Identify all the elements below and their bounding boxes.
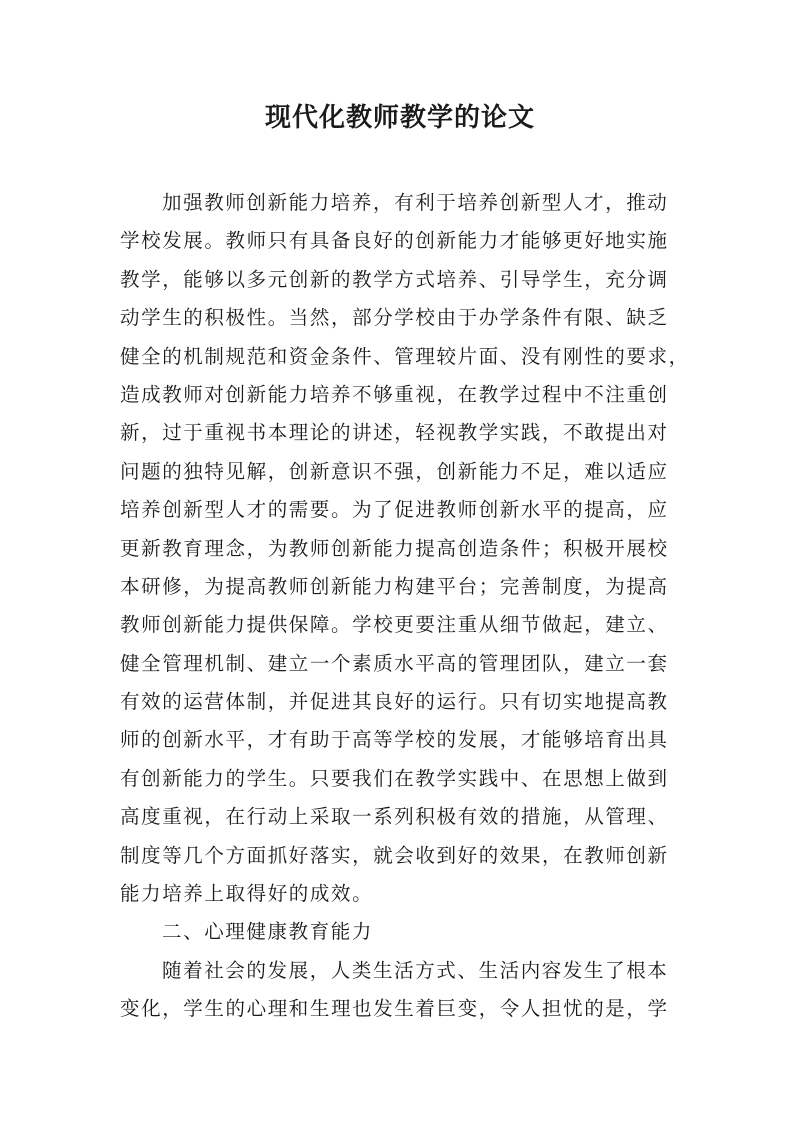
paragraph-line: 更新教育理念，为教师创新能力提高创造条件；积极开展校 xyxy=(120,536,669,560)
paragraph-line: 问题的独特见解，创新意识不强，创新能力不足，难以适应 xyxy=(120,459,669,483)
paragraph-line: 新，过于重视书本理论的讲述，轻视教学实践，不敢提出对 xyxy=(120,421,669,445)
paragraph-line: 教师创新能力提供保障。学校更要注重从细节做起，建立、 xyxy=(120,613,669,637)
paragraph-line: 本研修，为提高教师创新能力构建平台；完善制度，为提高 xyxy=(120,574,669,598)
paragraph-line: 制度等几个方面抓好落实，就会收到好的效果，在教师创新 xyxy=(120,843,669,867)
paragraph-line: 教学，能够以多元创新的教学方式培养、引导学生，充分调 xyxy=(120,267,669,291)
paragraph-line: 健全管理机制、建立一个素质水平高的管理团队，建立一套 xyxy=(120,651,669,675)
paragraph-line: 有效的运营体制，并促进其良好的运行。只有切实地提高教 xyxy=(120,690,669,714)
paragraph-line: 能力培养上取得好的成效。 xyxy=(120,882,374,906)
paragraph-line: 培养创新型人才的需要。为了促进教师创新水平的提高，应 xyxy=(120,498,669,522)
paragraph-line: 高度重视，在行动上采取一系列积极有效的措施，从管理、 xyxy=(120,805,669,829)
paragraph-line: 动学生的积极性。当然，部分学校由于办学条件有限、缺乏 xyxy=(120,306,669,330)
paragraph-line: 加强教师创新能力培养，有利于培养创新型人才，推动 xyxy=(162,191,669,214)
paragraph-line: 学校发展。教师只有具备良好的创新能力才能够更好地实施 xyxy=(120,229,669,253)
paragraph-line: 变化，学生的心理和生理也发生着巨变，令人担忧的是，学 xyxy=(120,997,669,1021)
paragraph-line: 健全的机制规范和资金条件、管理较片面、没有刚性的要求， xyxy=(120,344,690,368)
paragraph-line: 随着社会的发展，人类生活方式、生活内容发生了根本 xyxy=(162,958,669,982)
section-heading: 二、心理健康教育能力 xyxy=(162,920,374,944)
paragraph-line: 有创新能力的学生。只要我们在教学实践中、在思想上做到 xyxy=(120,766,669,790)
document-title: 现代化教师教学的论文 xyxy=(264,103,535,133)
paragraph-line: 造成教师对创新能力培养不够重视，在教学过程中不注重创 xyxy=(120,382,669,406)
paragraph-line: 师的创新水平，才有助于高等学校的发展，才能够培育出具 xyxy=(120,728,669,752)
document-body xyxy=(120,184,690,1029)
